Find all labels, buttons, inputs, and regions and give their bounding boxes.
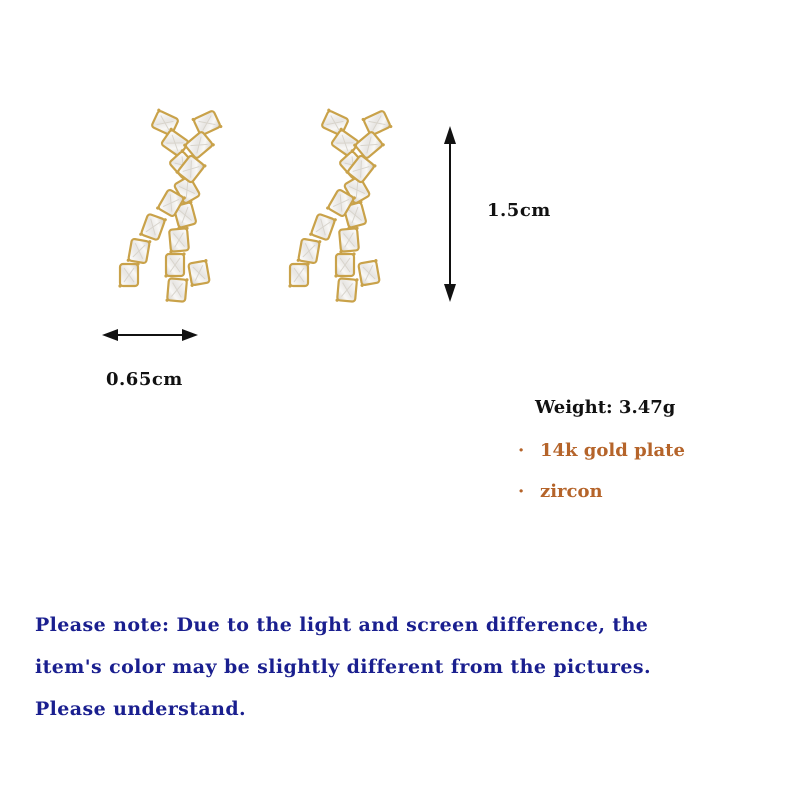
right-earring: [288, 108, 392, 303]
weight-label: Weight: 3.47g: [535, 397, 676, 418]
double-headed-horizontal-arrow-icon: [100, 324, 200, 346]
disclaimer-line: item's color may be slightly different from the pictures.: [35, 656, 651, 678]
left-earring: [118, 108, 222, 303]
spec-item: [518, 481, 603, 502]
spec-item-text: 14k gold plate: [540, 440, 685, 461]
earring-pair-image: [95, 95, 425, 325]
double-headed-vertical-arrow-icon: [436, 124, 464, 304]
bullet-icon: ·: [518, 481, 525, 502]
spec-item: [518, 440, 685, 461]
disclaimer-line: Please understand.: [35, 698, 247, 720]
width-measurement-label: 0.65cm: [106, 369, 183, 390]
spec-item-text: zircon: [540, 481, 603, 502]
disclaimer-line: Please note: Due to the light and screen difference, the: [35, 614, 649, 636]
height-measurement-label: 1.5cm: [487, 200, 551, 221]
bullet-icon: ·: [518, 440, 525, 461]
